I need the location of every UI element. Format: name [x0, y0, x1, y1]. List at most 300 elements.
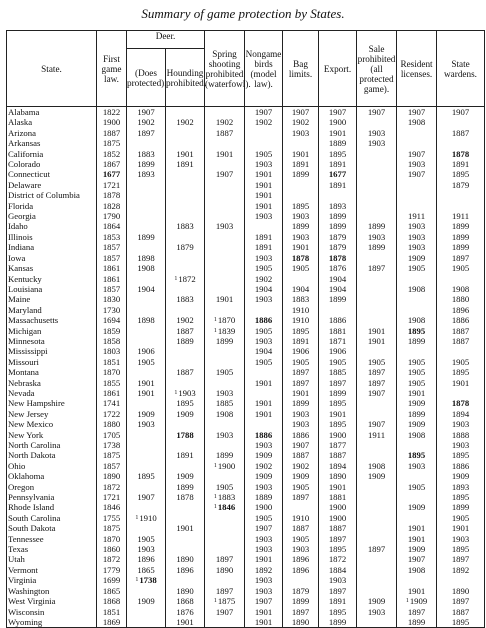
cell-value: 1910 — [291, 304, 310, 315]
cell-deer-hounding — [166, 554, 205, 564]
state-name: New Hampshire — [7, 398, 97, 408]
cell-state-wardens — [437, 367, 485, 377]
cell-resident-licenses — [397, 221, 437, 231]
cell-first-game-law — [97, 221, 127, 231]
cell-sale-prohibited — [357, 346, 397, 356]
cell-deer-protected — [127, 169, 166, 179]
cell-export — [319, 378, 357, 388]
table-row — [7, 336, 485, 346]
cell-deer-hounding — [166, 575, 205, 585]
cell-value: 1899 — [328, 211, 347, 222]
cell-export — [319, 461, 357, 471]
cell-resident-licenses — [397, 117, 437, 127]
cell-value: 1730 — [102, 304, 121, 315]
cell-spring-shooting — [205, 263, 245, 273]
cell-spring-shooting — [205, 253, 245, 263]
cell-value: 1870 — [102, 367, 121, 378]
cell-bag-limits — [283, 482, 319, 492]
cell-value: 1893 — [451, 481, 470, 492]
cell-resident-licenses — [397, 388, 437, 398]
cell-bag-limits — [283, 357, 319, 367]
cell-value: 1905 — [407, 377, 426, 388]
cell-value: 1883 — [176, 294, 194, 305]
cell-bag-limits — [283, 201, 319, 211]
cell-export — [319, 398, 357, 408]
cell-bag-limits — [283, 367, 319, 377]
cell-deer-protected — [127, 565, 166, 575]
cell-export — [319, 409, 357, 419]
cell-value: 1890 — [176, 554, 194, 565]
cell-value: 1896 — [137, 554, 155, 565]
table-row — [7, 398, 485, 408]
cell-value: 1892 — [451, 564, 470, 575]
cell-deer-protected — [127, 253, 166, 263]
cell-nongame-birds — [245, 305, 283, 315]
state-name: Ohio — [7, 461, 97, 471]
cell-first-game-law — [97, 482, 127, 492]
cell-value: 1910 — [139, 512, 157, 523]
cell-state-wardens — [437, 149, 485, 159]
cell-export — [319, 357, 357, 367]
cell-deer-hounding — [166, 211, 205, 221]
state-name: Mississippi — [7, 346, 97, 356]
cell-value: 1860 — [102, 544, 121, 555]
table-row — [7, 575, 485, 585]
cell-value: 1899 — [215, 450, 234, 461]
cell-value: 1828 — [102, 200, 121, 211]
cell-value: 1851 — [102, 356, 121, 367]
cell-value: 1901 — [407, 533, 426, 544]
cell-deer-protected — [127, 398, 166, 408]
cell-value: 1907 — [254, 107, 273, 117]
cell-bag-limits — [283, 232, 319, 242]
cell-value: 1887 — [328, 523, 347, 534]
cell-state-wardens — [437, 128, 485, 138]
cell-deer-protected — [127, 554, 166, 564]
cell-bag-limits — [283, 159, 319, 169]
cell-value: 1903 — [367, 606, 386, 617]
cell-value: 1887 — [176, 325, 194, 336]
cell-value: 1896 — [176, 564, 194, 575]
cell-value: 1901 — [254, 616, 273, 627]
table-row — [7, 190, 485, 200]
cell-spring-shooting — [205, 346, 245, 356]
cell-spring-shooting — [205, 378, 245, 388]
table-row — [7, 617, 485, 628]
cell-nongame-birds — [245, 523, 283, 533]
cell-bag-limits — [283, 117, 319, 127]
cell-nongame-birds — [245, 419, 283, 429]
state-name: Wisconsin — [7, 607, 97, 617]
game-protection-table — [6, 30, 485, 628]
cell-bag-limits — [283, 513, 319, 523]
cell-spring-shooting — [205, 357, 245, 367]
cell-resident-licenses — [397, 461, 437, 471]
cell-value: 1905 — [291, 533, 310, 544]
cell-value: 1899 — [407, 335, 426, 346]
cell-state-wardens — [437, 232, 485, 242]
header-first-game-law: First game law. — [97, 31, 127, 107]
cell-state-wardens — [437, 284, 485, 294]
cell-bag-limits — [283, 523, 319, 533]
cell-value: 1891 — [291, 335, 310, 346]
cell-value: 1903 — [407, 159, 426, 170]
cell-nongame-birds — [245, 326, 283, 336]
cell-sale-prohibited — [357, 534, 397, 544]
cell-deer-hounding — [166, 482, 205, 492]
cell-value: 1861 — [102, 273, 121, 284]
cell-value: 1677 — [328, 169, 347, 180]
cell-state-wardens — [437, 586, 485, 596]
cell-bag-limits — [283, 419, 319, 429]
cell-deer-hounding — [166, 336, 205, 346]
cell-export — [319, 367, 357, 377]
cell-value: 1881 — [328, 492, 347, 503]
cell-value: 1903 — [254, 533, 273, 544]
table-row — [7, 180, 485, 190]
cell-export — [319, 284, 357, 294]
cell-state-wardens — [437, 575, 485, 585]
state-name: Oregon — [7, 482, 97, 492]
cell-spring-shooting — [205, 461, 245, 471]
state-name: Oklahoma — [7, 471, 97, 481]
cell-resident-licenses — [397, 471, 437, 481]
cell-nongame-birds — [245, 544, 283, 554]
cell-value: 1911 — [367, 429, 386, 440]
cell-value: 1907 — [291, 107, 310, 117]
cell-state-wardens — [437, 534, 485, 544]
cell-resident-licenses — [397, 554, 437, 564]
cell-value: 1893 — [328, 200, 347, 211]
cell-value: 1872 — [102, 554, 121, 565]
cell-sale-prohibited — [357, 461, 397, 471]
cell-sale-prohibited — [357, 284, 397, 294]
cell-deer-protected — [127, 180, 166, 190]
cell-value: 1886 — [451, 315, 470, 326]
cell-value: 1741 — [102, 398, 121, 409]
cell-export — [319, 523, 357, 533]
cell-value: 1901 — [215, 294, 234, 305]
cell-spring-shooting — [205, 294, 245, 304]
cell-nongame-birds — [245, 471, 283, 481]
cell-value: 1891 — [328, 179, 347, 190]
header-deer-hounding: Hounding prohibited. — [166, 49, 205, 107]
cell-value: 1903 — [367, 127, 386, 138]
cell-value: 1899 — [176, 481, 194, 492]
state-name: Florida — [7, 201, 97, 211]
cell-sale-prohibited — [357, 471, 397, 481]
cell-value: 1909 — [137, 596, 155, 607]
cell-spring-shooting — [205, 169, 245, 179]
cell-value: 1901 — [254, 606, 273, 617]
state-name: West Virginia — [7, 596, 97, 606]
cell-state-wardens — [437, 513, 485, 523]
footnote-marker: 1 — [213, 598, 217, 605]
cell-value: 1902 — [254, 460, 273, 471]
table-row — [7, 450, 485, 460]
cell-nongame-birds — [245, 502, 283, 512]
cell-value: 1901 — [328, 481, 347, 492]
cell-resident-licenses — [397, 565, 437, 575]
cell-value: 1903 — [367, 138, 386, 149]
cell-deer-protected — [127, 149, 166, 159]
cell-resident-licenses — [397, 482, 437, 492]
cell-value: 1901 — [328, 127, 347, 138]
cell-value: 1903 — [254, 335, 273, 346]
table-row — [7, 492, 485, 502]
cell-nongame-birds — [245, 534, 283, 544]
cell-spring-shooting — [205, 398, 245, 408]
cell-value: 1901 — [451, 377, 470, 388]
table-row — [7, 284, 485, 294]
cell-state-wardens — [437, 180, 485, 190]
cell-export — [319, 149, 357, 159]
cell-value: 1903 — [407, 231, 426, 242]
cell-state-wardens — [437, 492, 485, 502]
cell-export — [319, 617, 357, 628]
table-row — [7, 388, 485, 398]
cell-resident-licenses — [397, 138, 437, 148]
cell-deer-protected — [127, 430, 166, 440]
cell-first-game-law — [97, 419, 127, 429]
cell-nongame-birds — [245, 492, 283, 502]
cell-value: 1853 — [102, 231, 121, 242]
cell-sale-prohibited — [357, 138, 397, 148]
cell-value: 1869 — [102, 616, 121, 627]
cell-deer-hounding — [166, 253, 205, 263]
cell-deer-hounding — [166, 159, 205, 169]
cell-sale-prohibited — [357, 149, 397, 159]
cell-value: 1901 — [254, 377, 273, 388]
cell-first-game-law — [97, 565, 127, 575]
cell-deer-protected — [127, 107, 166, 118]
cell-value: 1897 — [291, 367, 310, 378]
cell-value: 1880 — [102, 419, 121, 430]
cell-nongame-birds — [245, 482, 283, 492]
cell-value: 1906 — [137, 346, 155, 357]
cell-deer-hounding — [166, 492, 205, 502]
cell-deer-protected — [127, 471, 166, 481]
cell-value: 1902 — [176, 117, 194, 128]
cell-value: 1878 — [291, 252, 310, 263]
cell-bag-limits — [283, 294, 319, 304]
cell-spring-shooting — [205, 554, 245, 564]
cell-value: 1908 — [407, 283, 426, 294]
cell-export — [319, 430, 357, 440]
cell-resident-licenses — [397, 617, 437, 628]
cell-value: 1861 — [102, 387, 121, 398]
state-name: New Mexico — [7, 419, 97, 429]
cell-export — [319, 607, 357, 617]
cell-value: 1908 — [367, 460, 386, 471]
cell-resident-licenses — [397, 294, 437, 304]
cell-value: 1880 — [451, 294, 470, 305]
cell-value: 1899 — [291, 221, 310, 232]
cell-deer-hounding — [166, 284, 205, 294]
cell-value: 1909 — [451, 471, 470, 482]
table-row — [7, 274, 485, 284]
cell-deer-hounding — [166, 221, 205, 231]
cell-spring-shooting — [205, 586, 245, 596]
cell-nongame-birds — [245, 232, 283, 242]
cell-export — [319, 107, 357, 118]
cell-value: 1909 — [291, 471, 310, 482]
cell-value: 1887 — [451, 127, 470, 138]
cell-export — [319, 336, 357, 346]
cell-sale-prohibited — [357, 367, 397, 377]
state-name: Idaho — [7, 221, 97, 231]
cell-spring-shooting — [205, 180, 245, 190]
cell-value: 1885 — [215, 398, 234, 409]
cell-state-wardens — [437, 378, 485, 388]
cell-value: 1839 — [217, 325, 236, 336]
cell-deer-protected — [127, 242, 166, 252]
cell-value: 1903 — [137, 419, 155, 430]
cell-deer-hounding — [166, 534, 205, 544]
cell-deer-hounding — [166, 117, 205, 127]
cell-value: 1905 — [137, 356, 155, 367]
cell-deer-protected — [127, 232, 166, 242]
cell-value: 1901 — [254, 408, 273, 419]
cell-value: 1899 — [328, 616, 347, 627]
cell-value: 1901 — [176, 616, 194, 627]
cell-value: 1901 — [137, 387, 155, 398]
cell-resident-licenses — [397, 305, 437, 315]
state-name: California — [7, 149, 97, 159]
cell-first-game-law — [97, 315, 127, 325]
cell-resident-licenses — [397, 409, 437, 419]
cell-deer-hounding — [166, 440, 205, 450]
cell-value: 1875 — [102, 138, 121, 149]
cell-bag-limits — [283, 107, 319, 118]
cell-value: 1907 — [407, 169, 426, 180]
cell-nongame-birds — [245, 190, 283, 200]
table-row — [7, 294, 485, 304]
state-name: Missouri — [7, 357, 97, 367]
cell-deer-hounding — [166, 180, 205, 190]
cell-value: 1907 — [407, 148, 426, 159]
cell-first-game-law — [97, 294, 127, 304]
cell-export — [319, 253, 357, 263]
cell-deer-hounding — [166, 128, 205, 138]
cell-resident-licenses — [397, 169, 437, 179]
cell-value: 1902 — [254, 117, 273, 128]
state-name: Indiana — [7, 242, 97, 252]
cell-deer-hounding — [166, 565, 205, 575]
cell-spring-shooting — [205, 607, 245, 617]
cell-sale-prohibited — [357, 430, 397, 440]
cell-spring-shooting — [205, 492, 245, 502]
cell-value: 1721 — [102, 492, 121, 503]
cell-value: 1908 — [407, 429, 426, 440]
cell-nongame-birds — [245, 138, 283, 148]
cell-first-game-law — [97, 346, 127, 356]
cell-first-game-law — [97, 190, 127, 200]
cell-deer-protected — [127, 388, 166, 398]
cell-deer-hounding — [166, 242, 205, 252]
cell-value: 1875 — [102, 450, 121, 461]
table-row — [7, 513, 485, 523]
table-row — [7, 107, 485, 118]
cell-state-wardens — [437, 440, 485, 450]
cell-value: 1903 — [407, 460, 426, 471]
cell-deer-protected — [127, 440, 166, 450]
cell-value: 1901 — [451, 523, 470, 534]
cell-value: 1903 — [451, 533, 470, 544]
cell-value: 1894 — [451, 408, 470, 419]
cell-value: 1906 — [328, 346, 347, 357]
cell-spring-shooting — [205, 544, 245, 554]
cell-spring-shooting — [205, 128, 245, 138]
table-row — [7, 419, 485, 429]
cell-first-game-law — [97, 430, 127, 440]
cell-value: 1887 — [215, 127, 234, 138]
cell-deer-hounding — [166, 357, 205, 367]
cell-value: 1903 — [291, 231, 310, 242]
cell-spring-shooting — [205, 211, 245, 221]
cell-value: 1857 — [102, 252, 121, 263]
cell-value: 1890 — [451, 585, 470, 596]
cell-value: 1897 — [367, 544, 386, 555]
cell-value: 1907 — [254, 523, 273, 534]
cell-deer-protected — [127, 263, 166, 273]
cell-export — [319, 159, 357, 169]
cell-value: 1905 — [254, 356, 273, 367]
cell-deer-protected — [127, 596, 166, 606]
cell-value: 1883 — [176, 221, 194, 232]
cell-value: 1903 — [254, 294, 273, 305]
cell-value: 1897 — [291, 492, 310, 503]
cell-value: 1901 — [254, 190, 273, 201]
cell-value: 1910 — [291, 512, 310, 523]
cell-deer-hounding — [166, 461, 205, 471]
cell-value: 1895 — [451, 450, 470, 461]
cell-value: 1896 — [451, 304, 470, 315]
cell-value: 1905 — [291, 356, 310, 367]
cell-sale-prohibited — [357, 398, 397, 408]
cell-export — [319, 180, 357, 190]
cell-value: 1872 — [178, 273, 196, 284]
cell-value: 1891 — [254, 242, 273, 253]
footnote-marker: 1 — [135, 577, 139, 584]
cell-resident-licenses — [397, 336, 437, 346]
cell-bag-limits — [283, 596, 319, 606]
cell-export — [319, 263, 357, 273]
header-sale-prohibited: Sale prohibited (all protected game). — [357, 31, 397, 107]
cell-value: 1903 — [407, 221, 426, 232]
cell-value: 1901 — [254, 179, 273, 190]
cell-bag-limits — [283, 305, 319, 315]
cell-value: 1900 — [254, 502, 273, 513]
cell-first-game-law — [97, 607, 127, 617]
cell-value: 1903 — [254, 575, 273, 586]
cell-value: 1901 — [176, 148, 194, 159]
cell-value: 1903 — [178, 387, 196, 398]
cell-value: 1899 — [451, 242, 470, 253]
cell-first-game-law — [97, 232, 127, 242]
cell-deer-protected — [127, 284, 166, 294]
cell-value: 1857 — [102, 283, 121, 294]
cell-bag-limits — [283, 378, 319, 388]
cell-export — [319, 346, 357, 356]
cell-value: 1905 — [254, 148, 273, 159]
cell-bag-limits — [283, 274, 319, 284]
cell-bag-limits — [283, 253, 319, 263]
cell-value: 1901 — [254, 169, 273, 180]
cell-first-game-law — [97, 149, 127, 159]
cell-nongame-birds — [245, 596, 283, 606]
cell-value: 1891 — [328, 596, 347, 607]
